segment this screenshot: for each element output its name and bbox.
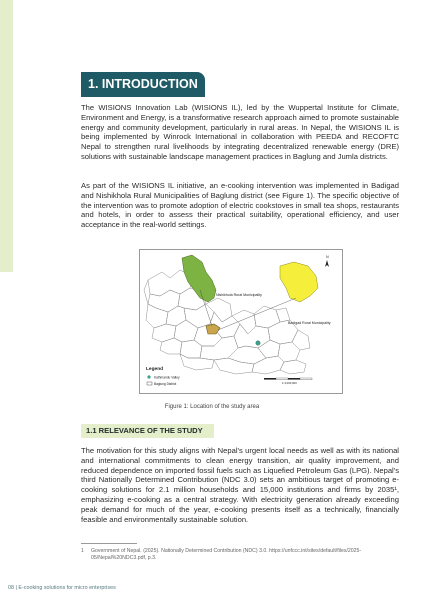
study-area-map [139, 249, 343, 394]
footnote-divider [81, 543, 137, 544]
nishikhola-region [182, 255, 216, 302]
legend-title: Legend [146, 367, 164, 372]
badigad-region [280, 262, 318, 302]
page-footer: 08 | E-cooking solutions for micro enterprises [8, 585, 116, 591]
relevance-paragraph: The motivation for this study aligns with Nepal's urgent local needs as well as with its national and international commitments to clean energy transition, air quality improvement, and reduced dependence on imported fossil fuels such as Liquefied Petroleum Gas (LPG). Nepal's third Nationally Determined Contribution (NDC 3.0) sets an ambitious target of promoting e-cooking solutions for 2.1 million households and 15,000 institutions and firms by 2035¹, emphasizing e-cooking as a central strategy. With electricity generation already exceeding peak demand for much of the year, e-cooking presents itself as a technically, financially feasible and environmentally sustainable solution. [81, 446, 399, 524]
badigad-label: Badigad Rural Municipality [288, 321, 331, 325]
figure-caption: Figure 1: Location of the study area [164, 404, 260, 410]
legend-item: Baglung District [154, 382, 177, 386]
footnote-number: 1 [81, 548, 84, 554]
nishikhola-label: Nishikhola Rural Municipality [216, 293, 262, 297]
north-arrow-icon [325, 255, 329, 267]
baglung-district-shape [206, 324, 220, 334]
legend-item: Kathmandu Valley [154, 375, 180, 380]
intro-paragraph: The WISIONS Innovation Lab (WISIONS IL), led by the Wuppertal Institute for Climate, Environment and Energy, is a transformative research approach aimed to promote sustainable energy and community development, particularly in rural areas. In Nepal, the WISIONS IL is being implemented by Winrock International in collaboration with PEEDA and RECOFTC Nepal to strengthen rural livelihoods by integrating decentralized renewable energy (DRE) solutions with sustainable landscape management practices in Baglung and Jumla districts. [81, 103, 399, 161]
legend-baglung-swatch [147, 382, 152, 385]
scale-bar [264, 378, 312, 385]
svg-text:1:3,000,000: 1:3,000,000 [282, 381, 297, 385]
section-heading: 1. INTRODUCTION [81, 72, 205, 97]
subsection-heading: 1.1 RELEVANCE OF THE STUDY [81, 424, 214, 438]
footnote [81, 548, 401, 562]
side-accent-bar [0, 0, 13, 272]
map-graphic [140, 250, 343, 394]
footnote-text: Government of Nepal. (2025). Nationally Determined Contribution (NDC) 3.0. https://unfccc.int/sites/default/files/2025-05/Nepal%20NDC3.pdf, p.3. [91, 548, 362, 561]
kathmandu-marker [256, 341, 260, 345]
legend-kathmandu-swatch [147, 375, 150, 378]
svg-text:N: N [326, 255, 329, 259]
intro-paragraph: As part of the WISIONS IL initiative, an e-cooking intervention was implemented in Badigad and Nishikhola Rural Municipalities of Baglung district (see Figure 1). The specific objective of the intervention was to promote adoption of electric cookstoves in small tea shops, restaurants and hotels, in order to assess their practical suitability, operational efficiency, and user acceptance in the real-world settings. [81, 181, 399, 230]
